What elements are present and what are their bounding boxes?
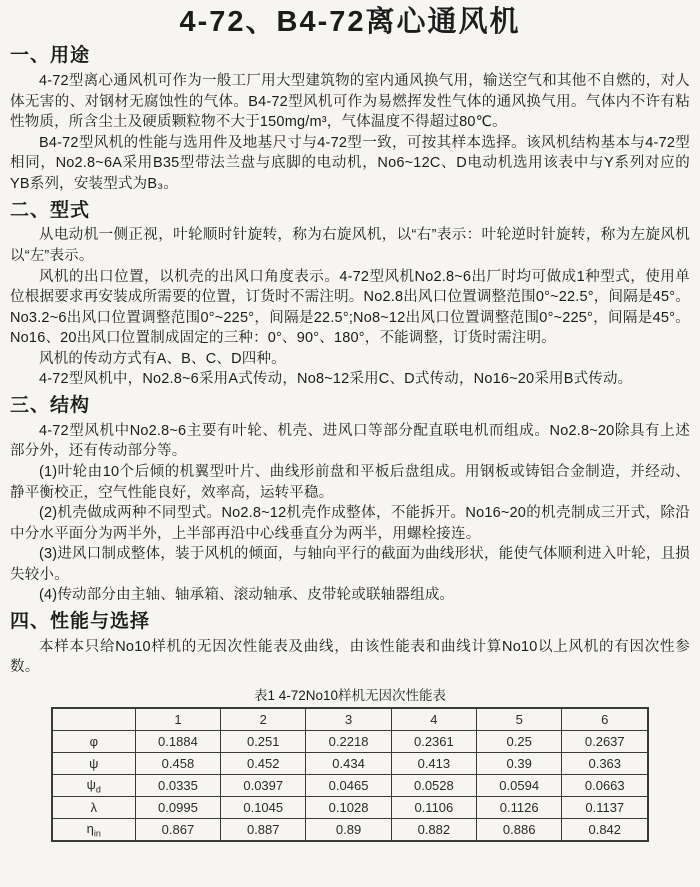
- section-heading-type: 二、型式: [10, 199, 91, 221]
- paragraph: 从电动机一侧正视，叶轮顺时针旋转，称为右旋风机，以“右”表示：叶轮逆时针旋转，称为左旋风机以“左”表示。: [10, 227, 690, 264]
- table-cell: 0.89: [306, 818, 391, 841]
- row-symbol-cell: [52, 818, 135, 841]
- table-cell: 0.0594: [477, 774, 562, 796]
- table-header-cell: [52, 708, 135, 731]
- row-symbol-cell: [52, 796, 135, 818]
- row-symbol-cell: [52, 752, 135, 774]
- paragraph: (2)机壳做成两种不同型式。No2.8~12机壳作成整体，不能拆开。No16~20的机壳制成三开式，除沿中分水平面分为两半外，上半部再沿中心线垂直分为两半，用螺栓接连。: [10, 505, 690, 542]
- table-header-cell: 2: [221, 708, 306, 731]
- table-cell: 0.1045: [221, 796, 306, 818]
- table-cell: 0.2361: [391, 730, 476, 752]
- paragraph: 4-72型离心通风机可作为一般工厂用大型建筑物的室内通风换气用，输送空气和其他不自燃的，对人体无害的、对钢材无腐蚀性的气体。B4-72型风机可作为易燃挥发性气体的通风换气用。气体内不许有粘性物质，所含尘土及硬质颗粒物不大于150mg/m³，气体温度不得超过80℃。: [10, 73, 690, 131]
- performance-table-head: [52, 708, 648, 731]
- table-header-cell: 3: [306, 708, 391, 731]
- table-row: [52, 818, 648, 841]
- table-header-row: [52, 708, 648, 731]
- row-symbol-cell: [52, 730, 135, 752]
- table-cell: 0.25: [477, 730, 562, 752]
- table-cell: 0.886: [477, 818, 562, 841]
- table-row: [52, 730, 648, 752]
- table-header-cell: 1: [135, 708, 220, 731]
- table-row: [52, 752, 648, 774]
- table-cell: 0.1028: [306, 796, 391, 818]
- table-cell: 0.363: [562, 752, 648, 774]
- table-cell: 0.0995: [135, 796, 220, 818]
- table-cell: 0.1106: [391, 796, 476, 818]
- table-cell: 0.1884: [135, 730, 220, 752]
- section-type: [10, 200, 690, 390]
- table-header-cell: 6: [562, 708, 648, 731]
- table-cell: 0.842: [562, 818, 648, 841]
- performance-table-body: [52, 730, 648, 841]
- table-row: [52, 774, 648, 796]
- row-symbol-subscript: in: [93, 828, 101, 839]
- table-cell: 0.2218: [306, 730, 391, 752]
- table-cell: 0.39: [477, 752, 562, 774]
- table-cell: 0.2637: [562, 730, 648, 752]
- table-cell: 0.0528: [391, 774, 476, 796]
- row-symbol: ψ: [89, 755, 99, 771]
- paragraph: 4-72型风机中No2.8~6主要有叶轮、机壳、进风口等部分配直联电机而组成。No2.8~20除具有上述部分外，还有传动部分等。: [10, 422, 690, 460]
- paragraph: (3)进风口制成整体，装于风机的倾面，与轴向平行的截面为曲线形状，能使气体顺利进入叶轮，且损失较小。: [10, 546, 690, 583]
- table-cell: 0.0465: [306, 774, 391, 796]
- table-row: [52, 796, 648, 818]
- row-symbol: η: [86, 820, 94, 836]
- section-heading-performance: 四、性能与选择: [10, 611, 151, 633]
- table-cell: 0.1137: [562, 796, 648, 818]
- row-symbol-subscript: d: [95, 784, 101, 795]
- section-structure: [10, 395, 690, 606]
- table-cell: 0.0663: [562, 774, 648, 796]
- table-cell: 0.452: [221, 752, 306, 774]
- row-symbol-cell: [52, 774, 135, 796]
- row-symbol: λ: [90, 799, 98, 815]
- row-symbol: φ: [89, 733, 98, 749]
- section-heading-structure: 三、结构: [10, 395, 91, 417]
- table-cell: 0.867: [135, 818, 220, 841]
- table-caption: 表1 4-72No10样机无因次性能表: [253, 687, 447, 703]
- paragraph: 本样本只给No10样机的无因次性能表及曲线，由该性能表和曲线计算No10以上风机的有因次性参数。: [10, 638, 690, 676]
- paragraph: B4-72型风机的性能与选用件及地基尺寸与4-72型一致，可按其样本选择。该风机结构基本与4-72型相同，No2.8~6A采用B35型带法兰盘与底脚的电动机，No6~12C、D电动机选用该表中与Y系列对应的YB系列，安装型式为B₃。: [10, 134, 690, 193]
- section-performance: [10, 611, 690, 678]
- row-symbol: ψ: [86, 776, 96, 792]
- section-heading-usage: 一、用途: [10, 45, 91, 67]
- table-cell: 0.413: [391, 752, 476, 774]
- table-header-cell: 4: [391, 708, 476, 731]
- table-header-cell: 5: [477, 708, 562, 731]
- table-cell: 0.434: [306, 752, 391, 774]
- performance-table: [51, 707, 649, 842]
- paragraph: (4)传动部分由主轴、轴承箱、滚动轴承、皮带轮或联轴器组成。: [39, 587, 455, 604]
- table-cell: 0.0335: [135, 774, 220, 796]
- paragraph: (1)叶轮由10个后倾的机翼型叶片、曲线形前盘和平板后盘组成。用钢板或铸铝合金制造，并经动、静平衡校正，空气性能良好，效率高，运转平稳。: [10, 463, 690, 501]
- paragraph: 4-72型风机中，No2.8~6采用A式传动，No8~12采用C、D式传动，No16~20采用B式传动。: [39, 371, 633, 388]
- table-cell: 0.887: [221, 818, 306, 841]
- document-title: 4-72、B4-72离心通风机: [179, 6, 521, 38]
- paragraph: 风机的出口位置，以机壳的出风口角度表示。4-72型风机No2.8~6出厂时均可做成1种型式，使用单位根据要求再安装成所需要的位置，订货时不需注明。No2.8出风口位置调整范围0°~22.5°，间隔是45°。No3.2~6出风口位置调整范围0°~225°，间隔是22.5°;No8~12出风口位置调整范围0°~225°，间隔是45°。No16、20出风口位置制成固定的三种：0°、90°、180°，不能调整，订货时需注明。: [10, 268, 690, 347]
- table-cell: 0.882: [391, 818, 476, 841]
- table-cell: 0.458: [135, 752, 220, 774]
- table-cell: 0.1126: [477, 796, 562, 818]
- table-cell: 0.0397: [221, 774, 306, 796]
- section-usage: [10, 45, 690, 194]
- table-cell: 0.251: [221, 730, 306, 752]
- paragraph: 风机的传动方式有A、B、C、D四种。: [39, 350, 286, 367]
